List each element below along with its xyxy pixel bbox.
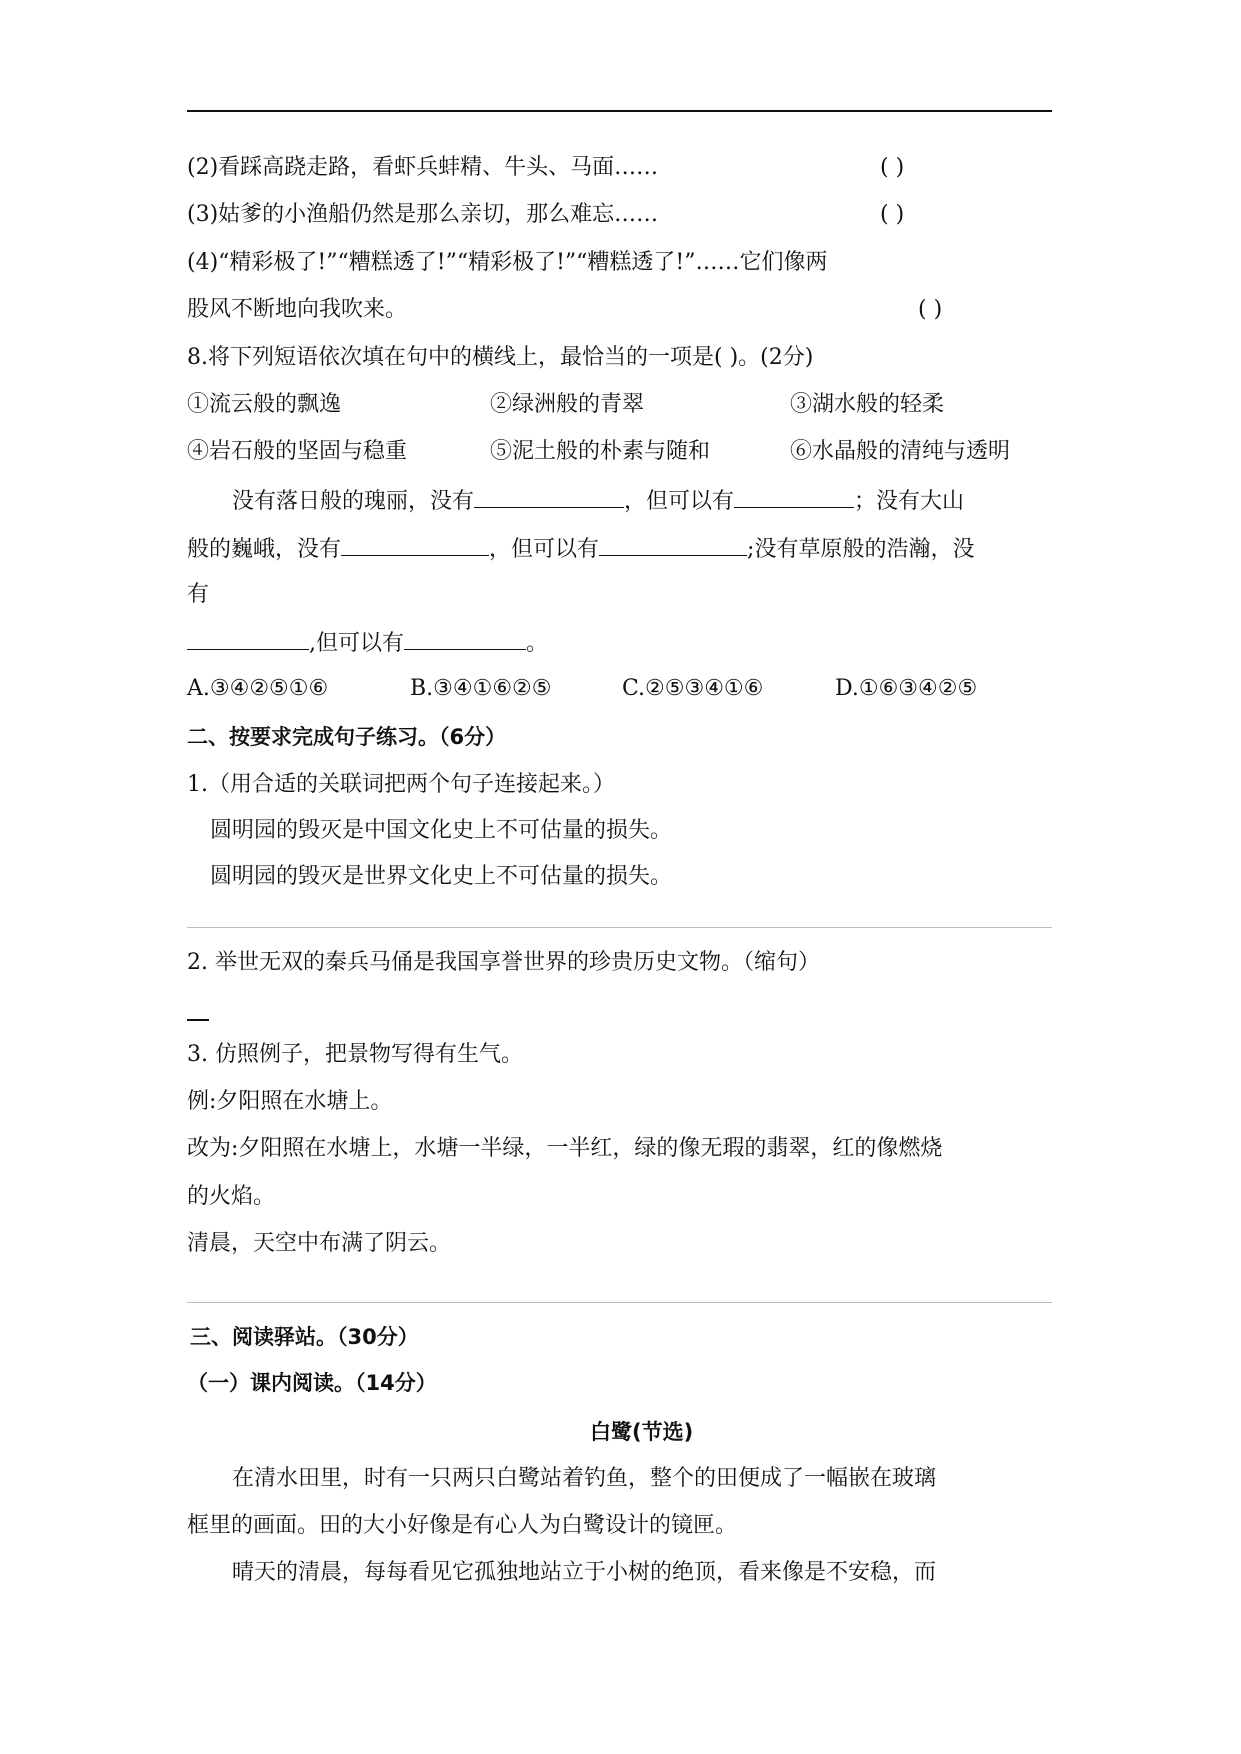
q8-sentence-line4 — [187, 627, 548, 659]
s2-q3-rewrite-line2: 的火焰。 — [187, 1184, 276, 1209]
q8-option: ②绿洲般的青翠 — [490, 392, 645, 417]
q8-answer-d[interactable]: D.①⑥③④②⑤ — [835, 676, 978, 701]
q8-option: ①流云般的飘逸 — [187, 392, 342, 417]
sentence-text: 。 — [526, 631, 549, 656]
section-3-title: 三、阅读驿站。（30分） — [190, 1325, 419, 1349]
q7-item-2: (2)看踩高跷走路，看虾兵蚌精、牛头、马面…… — [187, 155, 659, 180]
passage-paragraph2-line1: 晴天的清晨，每每看见它孤独地站立于小树的绝顶，看来像是不安稳，而 — [232, 1560, 937, 1585]
q7-item-4-line1: (4)“精彩极了!”“糟糕透了!”“精彩极了!”“糟糕透了!”……它们像两 — [187, 250, 828, 275]
s2-q1-sentence1: 圆明园的毁灭是中国文化史上不可估量的损失。 — [210, 818, 673, 843]
q7-item-3: (3)姑爹的小渔船仍然是那么亲切，那么难忘…… — [187, 202, 659, 227]
q8-sentence-line3: 有 — [187, 582, 210, 607]
passage-title: 白鹭(节选) — [590, 1420, 694, 1444]
section-2-title: 二、按要求完成句子练习。（6分） — [187, 725, 507, 749]
s2-q3-example: 例:夕阳照在水塘上。 — [187, 1089, 393, 1114]
answer-line[interactable] — [187, 927, 1052, 928]
s2-q1: 1.（用合适的关联词把两个句子连接起来。） — [187, 772, 615, 797]
sentence-text: ,但可以有 — [309, 631, 404, 656]
s2-q3-task: 清晨，天空中布满了阴云。 — [187, 1231, 452, 1256]
section-3-subtitle: （一）课内阅读。（14分） — [187, 1371, 437, 1395]
s2-q1-sentence2: 圆明园的毁灭是世界文化史上不可估量的损失。 — [210, 864, 673, 889]
fill-blank[interactable] — [187, 627, 309, 650]
fill-blank[interactable] — [341, 533, 489, 556]
sentence-text: 没有落日般的瑰丽，没有 — [232, 489, 475, 514]
sentence-text: ，但可以有 — [624, 489, 735, 514]
q8-sentence-line2 — [187, 533, 974, 565]
q8-answer-a[interactable]: A.③④②⑤①⑥ — [187, 676, 329, 701]
answer-paren[interactable]: ( ) — [880, 202, 905, 227]
fill-blank[interactable] — [734, 485, 854, 508]
answer-paren[interactable]: ( ) — [918, 297, 943, 322]
q8-option: ⑤泥土般的朴素与随和 — [490, 439, 711, 464]
fill-blank[interactable] — [404, 627, 526, 650]
q8-answer-c[interactable]: C.②⑤③④①⑥ — [622, 676, 764, 701]
s2-q3: 3. 仿照例子，把景物写得有生气。 — [187, 1042, 523, 1067]
answer-line[interactable] — [187, 1302, 1052, 1303]
q8-option: ⑥水晶般的清纯与透明 — [790, 439, 1011, 464]
q8-option: ④岩石般的坚固与稳重 — [187, 439, 408, 464]
passage-paragraph1-line2: 框里的画面。田的大小好像是有心人为白鹭设计的镜匣。 — [187, 1513, 738, 1538]
q8-option: ③湖水般的轻柔 — [790, 392, 945, 417]
s2-q3-rewrite-line1: 改为:夕阳照在水塘上，水塘一半绿，一半红，绿的像无瑕的翡翠，红的像燃烧 — [187, 1136, 943, 1161]
answer-paren[interactable]: ( ) — [880, 155, 905, 180]
header-rule — [187, 110, 1052, 112]
sentence-text: 般的巍峨，没有 — [187, 537, 342, 562]
sentence-text: ，但可以有 — [489, 537, 600, 562]
sentence-text: ；没有大山 — [854, 489, 965, 514]
fill-blank[interactable] — [599, 533, 747, 556]
sentence-text: ;没有草原般的浩瀚，没 — [747, 537, 975, 562]
q7-item-4-line2: 股风不断地向我吹来。 — [187, 297, 408, 322]
fill-blank[interactable] — [474, 485, 624, 508]
passage-paragraph1-line1: 在清水田里，时有一只两只白鹭站着钓鱼，整个的田便成了一幅嵌在玻璃 — [232, 1466, 937, 1491]
q8-stem: 8.将下列短语依次填在句中的横线上，最恰当的一项是( )。(2分) — [187, 345, 814, 370]
q8-sentence-line1 — [232, 485, 964, 517]
s2-q2: 2. 举世无双的秦兵马俑是我国享誉世界的珍贵历史文物。（缩句） — [187, 950, 820, 975]
answer-line[interactable] — [187, 1019, 209, 1021]
q8-answer-b[interactable]: B.③④①⑥②⑤ — [410, 676, 552, 701]
